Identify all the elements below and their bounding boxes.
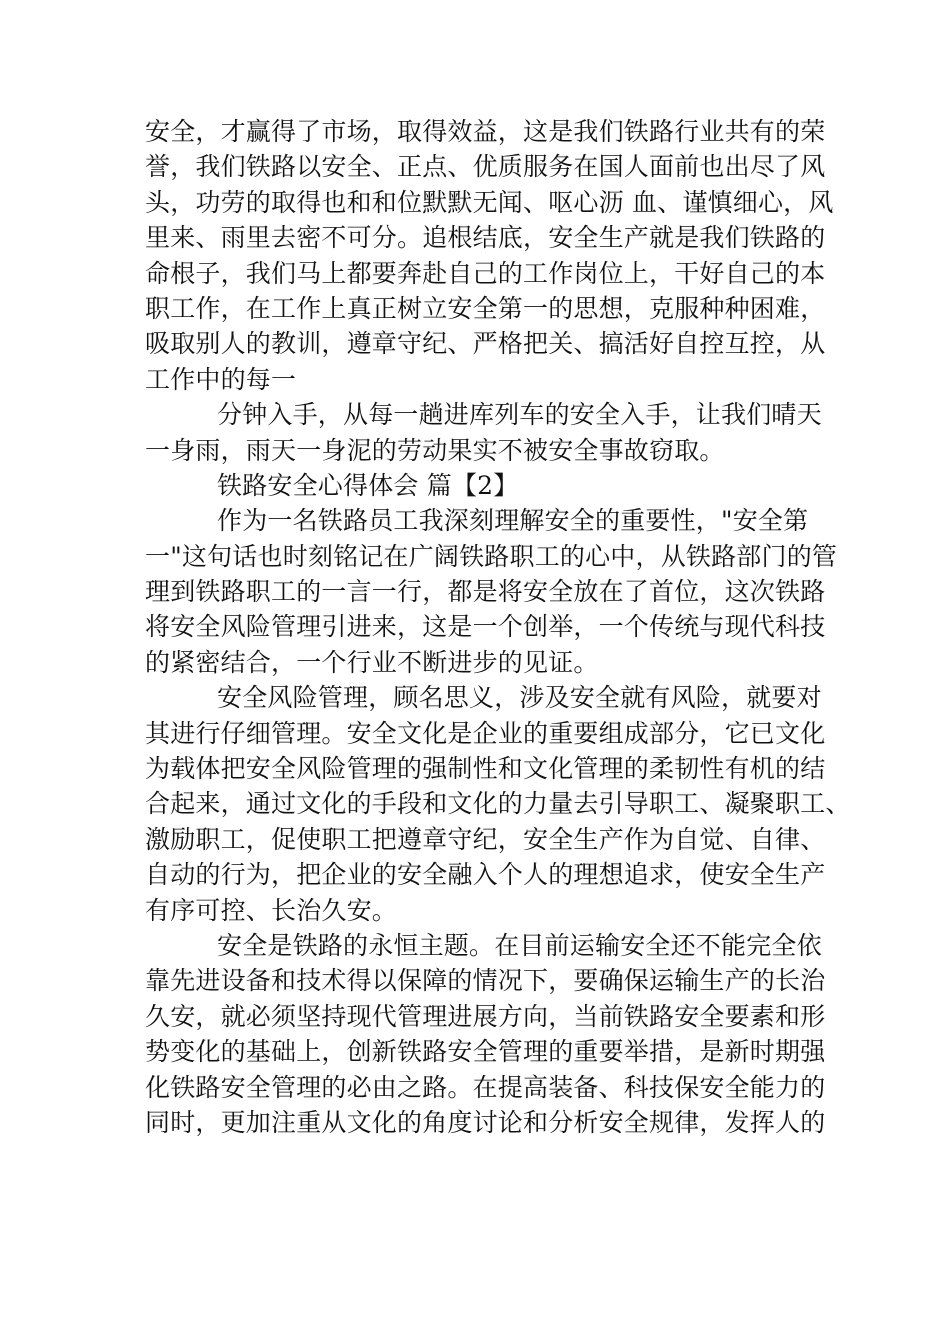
text-line: 誉，我们铁路以安全、正点、优质服务在国人面前也出尽了风 — [145, 152, 826, 182]
text-line: 一"这句话也时刻铭记在广阔铁路职工的心中，从铁路部门的管 — [145, 541, 838, 571]
text-line: 头，功劳的取得也和和位默默无闻、呕心沥 血、谨慎细心，风 — [145, 187, 834, 217]
text-line: 工作中的每一 — [145, 364, 297, 394]
text-line: 为载体把安全风险管理的强制性和文化管理的柔韧性有机的结 — [145, 754, 826, 784]
text-line: 安全是铁路的永恒主题。在目前运输安全还不能完全依 — [217, 930, 822, 960]
text-line: 安全风险管理，顾名思义，涉及安全就有风险，就要对 — [217, 683, 822, 713]
text-line: 安全，才赢得了市场，取得效益，这是我们铁路行业共有的荣 — [145, 117, 826, 146]
text-line: 命根子，我们马上都要奔赴自己的工作岗位上，干好自己的本 — [145, 258, 826, 288]
text-line: 作为一名铁路员工我深刻理解安全的重要性，"安全第 — [217, 506, 809, 536]
text-line: 合起来，通过文化的手段和文化的力量去引导职工、凝聚职工、 — [145, 789, 851, 819]
document-body — [145, 114, 851, 1140]
text-line: 职工作，在工作上真正树立安全第一的思想，克服种种困难， — [145, 293, 826, 323]
text-line: 激励职工，促使职工把遵章守纪，安全生产作为自觉、自律、 — [145, 824, 826, 854]
text-line: 同时，更加注重从文化的角度讨论和分析安全规律，发挥人的 — [145, 1107, 826, 1137]
text-line: 势变化的基础上，创新铁路安全管理的重要举措，是新时期强 — [145, 1037, 826, 1067]
text-line: 里来、雨里去密不可分。追根结底，安全生产就是我们铁路的 — [145, 223, 826, 253]
text-line: 靠先进设备和技术得以保障的情况下，要确保运输生产的长治 — [145, 966, 826, 996]
section-heading: 铁路安全心得体会 篇【2】 — [217, 470, 519, 500]
text-line: 自动的行为，把企业的安全融入个人的理想追求，使安全生产 — [145, 860, 826, 890]
text-line: 将安全风险管理引进来，这是一个创举，一个传统与现代科技 — [145, 612, 826, 642]
text-line: 有序可控、长治久安。 — [145, 895, 398, 925]
text-line: 吸取别人的教训，遵章守纪、严格把关、搞活好自控互控，从 — [145, 329, 826, 359]
text-line: 久安，就必须坚持现代管理进展方向，当前铁路安全要素和形 — [145, 1001, 826, 1031]
text-line: 理到铁路职工的一言一行，都是将安全放在了首位，这次铁路 — [145, 577, 826, 607]
text-line: 其进行仔细管理。安全文化是企业的重要组成部分，它已文化 — [145, 718, 826, 748]
text-line: 的紧密结合，一个行业不断进步的见证。 — [145, 647, 599, 677]
text-line: 化铁路安全管理的必由之路。在提高装备、科技保安全能力的 — [145, 1072, 826, 1102]
text-line: 一身雨，雨天一身泥的劳动果实不被安全事故窃取。 — [145, 435, 725, 465]
text-line: 分钟入手，从每一趟进库列车的安全入手，让我们晴天 — [217, 400, 822, 430]
